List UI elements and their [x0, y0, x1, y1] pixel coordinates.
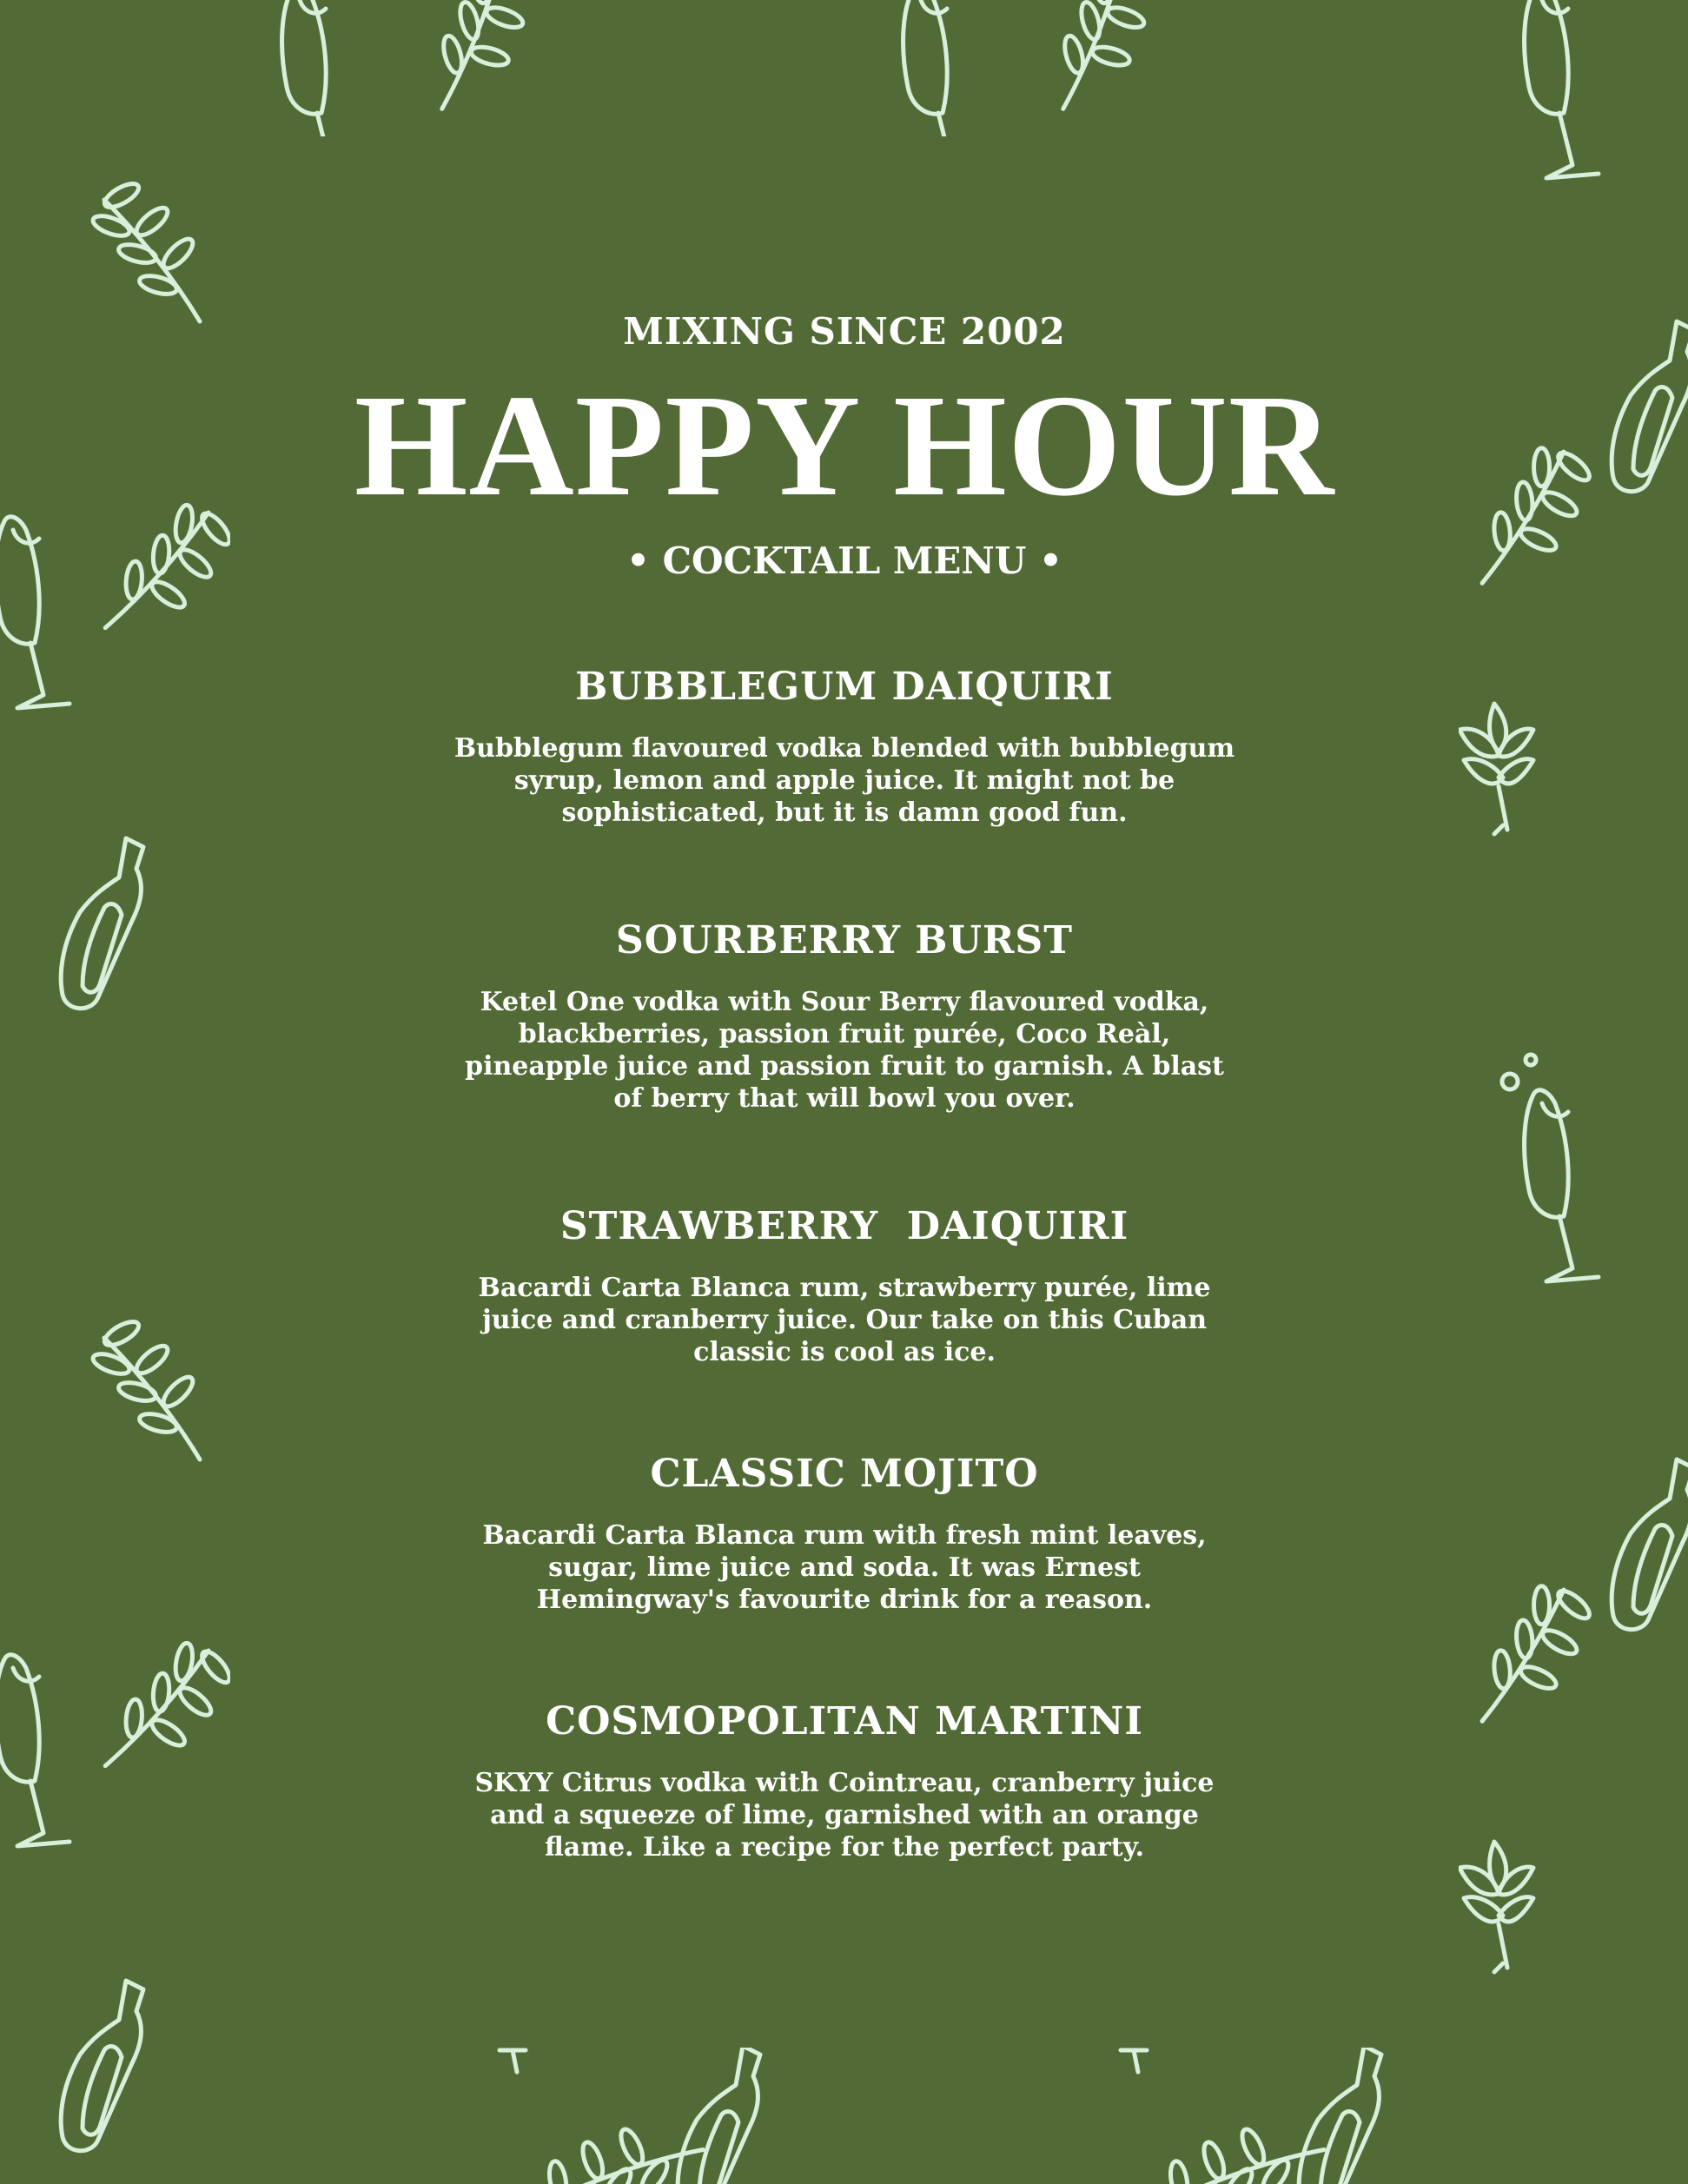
- leaf-sprig-icon: [86, 1633, 245, 1765]
- bottle-icon: [61, 838, 143, 1009]
- beer-glass-icon: [1525, 1090, 1599, 1281]
- menu-item-name: CLASSIC MOJITO: [650, 1452, 1039, 1496]
- menu-item-name: BUBBLEGUM DAIQUIRI: [575, 665, 1114, 709]
- beer-glass-icon: [0, 1655, 70, 1846]
- bottle-icon: [61, 1981, 143, 2151]
- leaf-sprig-icon: [86, 495, 245, 627]
- artichoke-icon: [1460, 704, 1533, 834]
- menu-panel: [230, 136, 1459, 2048]
- menu-item-description: Bacardi Carta Blanca rum with fresh mint leaves, sugar, lime juice and soda. It was Ernest Hemingway's favourite drink for a reason.: [482, 1520, 1207, 1615]
- leaf-sprig-icon: [90, 179, 200, 321]
- bottle-icon: [1612, 321, 1688, 492]
- leaf-sprig-icon: [1009, 0, 1187, 109]
- page-title: HAPPY HOUR: [354, 365, 1335, 526]
- menu-item-name: COSMOPOLITAN MARTINI: [546, 1699, 1143, 1744]
- herb-icon: [1121, 2050, 1147, 2072]
- leaf-sprig-icon: [90, 1317, 200, 1459]
- herb-icon: [500, 2050, 526, 2072]
- bottle-icon: [1299, 2046, 1381, 2184]
- menu-item-name: STRAWBERRY DAIQUIRI: [559, 1204, 1129, 1248]
- bottle-icon: [678, 2046, 760, 2184]
- leaf-sprig-icon: [1445, 1570, 1616, 1721]
- tagline: MIXING SINCE 2002: [623, 310, 1066, 353]
- artichoke-icon: [1460, 1842, 1533, 1972]
- bottle-icon: [1612, 1459, 1688, 1630]
- beer-glass-icon: [0, 517, 70, 708]
- menu-item-description: SKYY Citrus vodka with Cointreau, cranberry juice and a squeeze of lime, garnished with an orange flame. Like a recipe for the perfect party.: [474, 1768, 1215, 1863]
- menu-item-description: Bubblegum flavoured vodka blended with bubblegum syrup, lemon and apple juice. It might not be sophisticated, but it is damn good fun.: [453, 733, 1235, 828]
- menu-subtitle: • COCKTAIL MENU •: [626, 539, 1062, 582]
- menu-item-description: Bacardi Carta Blanca rum, strawberry purée, lime juice and cranberry juice. Our take on this Cuban classic is cool as ice.: [478, 1273, 1211, 1367]
- leaf-sprig-icon: [1445, 432, 1616, 583]
- leaf-sprig-icon: [387, 0, 566, 109]
- menu-item-name: SOURBERRY BURST: [616, 918, 1073, 963]
- menu-item-description: Ketel One vodka with Sour Berry flavoured vodka, blackberries, passion fruit purée, Coco Reàl, pineapple juice and passion fruit to garnish. A blast of berry that will bowl you over.: [465, 987, 1224, 1114]
- beer-glass-icon: [1525, 0, 1599, 178]
